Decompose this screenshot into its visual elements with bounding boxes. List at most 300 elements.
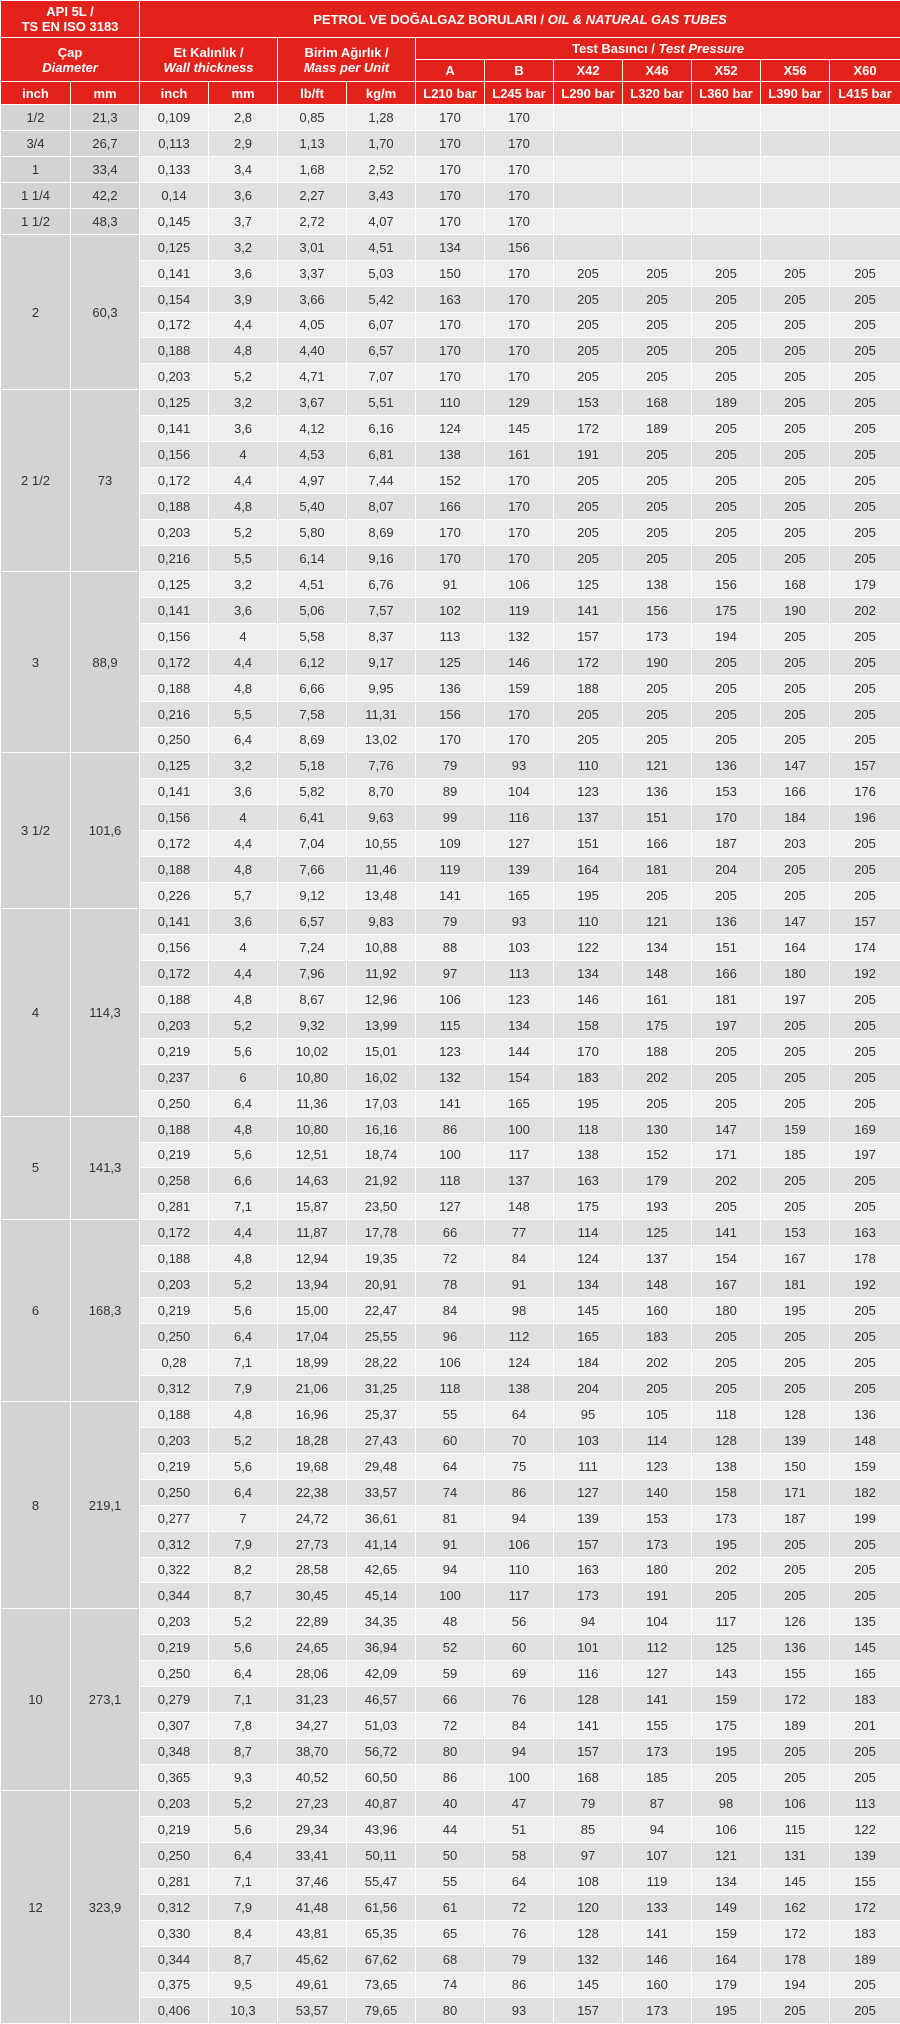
pressure-x52-cell <box>692 156 761 182</box>
pressure-b-cell: 117 <box>485 1142 554 1168</box>
pressure-x52-cell: 205 <box>692 1350 761 1376</box>
mass-kgm-cell: 3,43 <box>347 182 416 208</box>
pressure-x46-cell: 151 <box>623 805 692 831</box>
pressure-x60-cell: 205 <box>830 1765 900 1791</box>
table-row <box>1 105 900 131</box>
wall-mm-cell: 4,4 <box>209 312 278 338</box>
pressure-x60-cell: 189 <box>830 1946 900 1972</box>
pressure-x46-cell: 205 <box>623 675 692 701</box>
diameter-inch-cell: 1 <box>1 156 71 182</box>
mass-kgm-cell: 6,57 <box>347 338 416 364</box>
wall-inch-cell: 0,188 <box>140 494 209 520</box>
wall-mm-cell: 4,4 <box>209 1220 278 1246</box>
pressure-a-cell: 66 <box>416 1687 485 1713</box>
pressure-a-cell: 123 <box>416 1038 485 1064</box>
pressure-b-cell: 93 <box>485 753 554 779</box>
pressure-x60-cell: 165 <box>830 1661 900 1687</box>
wall-inch-cell: 0,312 <box>140 1375 209 1401</box>
wall-inch-cell: 0,375 <box>140 1972 209 1998</box>
wall-mm-cell: 9,5 <box>209 1972 278 1998</box>
pressure-x52-cell: 205 <box>692 442 761 468</box>
mass-kgm-cell: 31,25 <box>347 1375 416 1401</box>
wall-thickness-header <box>140 38 278 82</box>
wall-inch-cell: 0,344 <box>140 1946 209 1972</box>
mass-kgm-cell: 51,03 <box>347 1713 416 1739</box>
diameter-inch-cell: 12 <box>1 1790 71 2023</box>
pressure-x60-cell: 135 <box>830 1609 900 1635</box>
wall-inch-cell: 0,365 <box>140 1765 209 1791</box>
pressure-a-cell: 52 <box>416 1635 485 1661</box>
pressure-x60-cell: 169 <box>830 1116 900 1142</box>
mass-lbft-cell: 16,96 <box>278 1401 347 1427</box>
table-row <box>1 390 900 416</box>
pressure-x52-cell: 205 <box>692 1194 761 1220</box>
mass-kgm-cell: 7,07 <box>347 364 416 390</box>
pressure-x46-cell: 205 <box>623 312 692 338</box>
pressure-x60-cell: 113 <box>830 1790 900 1816</box>
wall-inch-cell: 0,154 <box>140 286 209 312</box>
pressure-x56-cell: 153 <box>761 1220 830 1246</box>
pressure-x46-cell: 156 <box>623 597 692 623</box>
pressure-a-cell: 136 <box>416 675 485 701</box>
pressure-b-cell: 148 <box>485 1194 554 1220</box>
mass-lbft-cell: 4,97 <box>278 468 347 494</box>
pressure-b-cell: 137 <box>485 1168 554 1194</box>
pressure-x56-cell: 205 <box>761 1765 830 1791</box>
pressure-b-cell: 170 <box>485 130 554 156</box>
wall-inch-cell: 0,172 <box>140 831 209 857</box>
mass-lbft-cell: 9,12 <box>278 883 347 909</box>
pressure-a-cell: 79 <box>416 909 485 935</box>
wall-inch-cell: 0,281 <box>140 1868 209 1894</box>
wall-inch-cell: 0,109 <box>140 105 209 131</box>
pressure-x52-cell: 159 <box>692 1920 761 1946</box>
mass-kgm-cell: 50,11 <box>347 1842 416 1868</box>
wall-mm-cell: 3,2 <box>209 571 278 597</box>
mass-kgm-cell: 1,70 <box>347 130 416 156</box>
wall-inch-cell: 0,188 <box>140 857 209 883</box>
wall-mm-cell: 5,2 <box>209 520 278 546</box>
pressure-x60-cell: 205 <box>830 1038 900 1064</box>
pressure-x52-cell: 167 <box>692 1272 761 1298</box>
pressure-x52-cell: 181 <box>692 986 761 1012</box>
pressure-x52-cell: 187 <box>692 831 761 857</box>
wall-inch-cell: 0,219 <box>140 1298 209 1324</box>
pressure-b-cell: 139 <box>485 857 554 883</box>
pressure-x52-cell: 205 <box>692 675 761 701</box>
pressure-x46-cell: 160 <box>623 1298 692 1324</box>
pressure-x42-cell <box>554 208 623 234</box>
pressure-x42-cell <box>554 234 623 260</box>
pressure-x52-cell: 134 <box>692 1868 761 1894</box>
pressure-x56-cell <box>761 234 830 260</box>
pressure-x42-cell: 85 <box>554 1816 623 1842</box>
pressure-x60-cell: 136 <box>830 1401 900 1427</box>
diameter-inch-cell: 2 <box>1 234 71 390</box>
pressure-x46-cell: 138 <box>623 571 692 597</box>
wall-mm-cell: 4,4 <box>209 831 278 857</box>
mass-lbft-cell: 14,63 <box>278 1168 347 1194</box>
mass-kgm-cell: 56,72 <box>347 1739 416 1765</box>
mass-kgm-cell: 11,46 <box>347 857 416 883</box>
pressure-a-cell: 163 <box>416 286 485 312</box>
pressure-x60-cell: 192 <box>830 960 900 986</box>
pressure-x60-cell: 183 <box>830 1920 900 1946</box>
wall-inch-cell: 0,203 <box>140 1427 209 1453</box>
wall-inch-cell: 0,156 <box>140 805 209 831</box>
pressure-x56-cell: 205 <box>761 727 830 753</box>
pressure-b-cell: 70 <box>485 1427 554 1453</box>
pressure-b-cell: 56 <box>485 1609 554 1635</box>
pressure-x60-cell: 205 <box>830 1324 900 1350</box>
test-tr: Test Basıncı / <box>572 41 658 56</box>
mass-lbft-cell: 1,13 <box>278 130 347 156</box>
wall-mm-cell: 7,1 <box>209 1687 278 1713</box>
mass-kgm-cell: 9,16 <box>347 545 416 571</box>
mass-lbft-cell: 4,40 <box>278 338 347 364</box>
pressure-b-cell: 106 <box>485 571 554 597</box>
wall-inch-cell: 0,344 <box>140 1583 209 1609</box>
wall-inch-cell: 0,125 <box>140 234 209 260</box>
pressure-x60-cell: 205 <box>830 883 900 909</box>
wall-mm-cell: 3,6 <box>209 597 278 623</box>
pressure-x52-cell: 117 <box>692 1609 761 1635</box>
pressure-x52-cell: 205 <box>692 520 761 546</box>
pressure-x52-cell: 164 <box>692 1946 761 1972</box>
pressure-b-cell: 79 <box>485 1946 554 1972</box>
mass-lbft-cell: 28,58 <box>278 1557 347 1583</box>
unit-header: L320 bar <box>623 82 692 105</box>
pressure-b-cell: 72 <box>485 1894 554 1920</box>
pressure-x46-cell: 181 <box>623 857 692 883</box>
wall-inch-cell: 0,219 <box>140 1816 209 1842</box>
mass-kgm-cell: 8,69 <box>347 520 416 546</box>
pressure-x46-cell: 205 <box>623 883 692 909</box>
pressure-b-cell: 84 <box>485 1246 554 1272</box>
pressure-a-cell: 125 <box>416 649 485 675</box>
wall-mm-cell: 6,4 <box>209 1324 278 1350</box>
diameter-inch-cell: 2 1/2 <box>1 390 71 572</box>
pressure-x56-cell: 205 <box>761 675 830 701</box>
wall-mm-cell: 4 <box>209 805 278 831</box>
table-row <box>1 1790 900 1816</box>
mass-lbft-cell: 4,71 <box>278 364 347 390</box>
mass-kgm-cell: 33,57 <box>347 1479 416 1505</box>
pressure-b-cell: 170 <box>485 312 554 338</box>
pressure-b-cell: 98 <box>485 1298 554 1324</box>
pressure-a-cell: 55 <box>416 1868 485 1894</box>
pressure-x60-cell: 205 <box>830 468 900 494</box>
pressure-x42-cell: 122 <box>554 935 623 961</box>
pressure-x42-cell: 116 <box>554 1661 623 1687</box>
pressure-x52-cell <box>692 130 761 156</box>
mass-lbft-cell: 33,41 <box>278 1842 347 1868</box>
pressure-b-cell: 170 <box>485 727 554 753</box>
unit-header: inch <box>140 82 209 105</box>
pressure-x60-cell <box>830 208 900 234</box>
pressure-b-cell: 146 <box>485 649 554 675</box>
pressure-x60-cell: 205 <box>830 1998 900 2024</box>
pressure-x46-cell: 202 <box>623 1064 692 1090</box>
pressure-x52-cell: 194 <box>692 623 761 649</box>
pressure-x60-cell: 205 <box>830 520 900 546</box>
pressure-x42-cell <box>554 182 623 208</box>
pressure-x60-cell <box>830 130 900 156</box>
pressure-x42-cell: 183 <box>554 1064 623 1090</box>
pressure-x46-cell: 94 <box>623 1816 692 1842</box>
test-en: Test Pressure <box>659 41 745 56</box>
wall-mm-cell: 4,8 <box>209 494 278 520</box>
pressure-x42-cell: 123 <box>554 779 623 805</box>
wall-inch-cell: 0,406 <box>140 1998 209 2024</box>
pressure-a-cell: 60 <box>416 1427 485 1453</box>
mass-lbft-cell: 7,24 <box>278 935 347 961</box>
mass-kgm-cell: 9,83 <box>347 909 416 935</box>
mass-kgm-cell: 11,31 <box>347 701 416 727</box>
pressure-x42-cell: 168 <box>554 1765 623 1791</box>
pressure-x60-cell: 145 <box>830 1635 900 1661</box>
wall-inch-cell: 0,172 <box>140 960 209 986</box>
diameter-inch-cell: 3/4 <box>1 130 71 156</box>
unit-header: kg/m <box>347 82 416 105</box>
pressure-a-cell: 86 <box>416 1116 485 1142</box>
pressure-x56-cell: 205 <box>761 545 830 571</box>
pressure-x42-cell: 205 <box>554 338 623 364</box>
wall-mm-cell: 8,2 <box>209 1557 278 1583</box>
pressure-b-cell: 64 <box>485 1868 554 1894</box>
pressure-x60-cell: 205 <box>830 545 900 571</box>
pressure-x56-cell: 205 <box>761 701 830 727</box>
mass-lbft-cell: 2,27 <box>278 182 347 208</box>
pressure-b-cell: 77 <box>485 1220 554 1246</box>
grade-header: X56 <box>761 60 830 82</box>
pressure-x42-cell: 205 <box>554 494 623 520</box>
pressure-x56-cell: 106 <box>761 1790 830 1816</box>
wall-mm-cell: 5,2 <box>209 1272 278 1298</box>
table-row <box>1 208 900 234</box>
mass-en: Mass per Unit <box>278 60 415 75</box>
pressure-a-cell: 99 <box>416 805 485 831</box>
pressure-b-cell: 100 <box>485 1116 554 1142</box>
pressure-b-cell: 159 <box>485 675 554 701</box>
pressure-x60-cell: 159 <box>830 1453 900 1479</box>
wall-mm-cell: 8,7 <box>209 1739 278 1765</box>
pressure-x52-cell: 143 <box>692 1661 761 1687</box>
pressure-x52-cell: 205 <box>692 545 761 571</box>
pressure-x60-cell: 155 <box>830 1868 900 1894</box>
pressure-x56-cell <box>761 182 830 208</box>
wall-mm-cell: 8,7 <box>209 1946 278 1972</box>
pressure-x46-cell: 205 <box>623 442 692 468</box>
wall-tr: Et Kalınlık / <box>140 45 277 60</box>
pressure-x42-cell: 205 <box>554 364 623 390</box>
pressure-x52-cell: 205 <box>692 883 761 909</box>
wall-mm-cell: 7,1 <box>209 1868 278 1894</box>
pressure-x52-cell: 128 <box>692 1427 761 1453</box>
pressure-a-cell: 170 <box>416 338 485 364</box>
pressure-x60-cell: 157 <box>830 753 900 779</box>
pressure-x56-cell <box>761 156 830 182</box>
pressure-x60-cell: 205 <box>830 1531 900 1557</box>
table-header <box>1 1 900 105</box>
pressure-x52-cell <box>692 234 761 260</box>
wall-inch-cell: 0,188 <box>140 675 209 701</box>
pressure-a-cell: 124 <box>416 416 485 442</box>
mass-kgm-cell: 16,02 <box>347 1064 416 1090</box>
unit-row <box>1 82 900 105</box>
mass-lbft-cell: 10,80 <box>278 1116 347 1142</box>
mass-lbft-cell: 49,61 <box>278 1972 347 1998</box>
pressure-b-cell: 106 <box>485 1531 554 1557</box>
pressure-b-cell: 64 <box>485 1401 554 1427</box>
mass-lbft-cell: 38,70 <box>278 1739 347 1765</box>
pressure-a-cell: 68 <box>416 1946 485 1972</box>
wall-mm-cell: 3,2 <box>209 753 278 779</box>
pressure-a-cell: 113 <box>416 623 485 649</box>
pressure-x46-cell: 205 <box>623 286 692 312</box>
pressure-x52-cell: 156 <box>692 571 761 597</box>
pressure-x42-cell: 127 <box>554 1479 623 1505</box>
pressure-x56-cell: 162 <box>761 1894 830 1920</box>
wall-mm-cell: 4 <box>209 623 278 649</box>
mass-kgm-cell: 7,44 <box>347 468 416 494</box>
wall-mm-cell: 5,2 <box>209 1427 278 1453</box>
pressure-x46-cell: 173 <box>623 1531 692 1557</box>
mass-lbft-cell: 8,67 <box>278 986 347 1012</box>
wall-mm-cell: 5,5 <box>209 545 278 571</box>
pressure-x60-cell: 196 <box>830 805 900 831</box>
mass-kgm-cell: 41,14 <box>347 1531 416 1557</box>
wall-mm-cell: 6,4 <box>209 1090 278 1116</box>
pressure-x46-cell: 107 <box>623 1842 692 1868</box>
pressure-x56-cell: 205 <box>761 338 830 364</box>
pressure-x52-cell: 136 <box>692 753 761 779</box>
pressure-x56-cell: 187 <box>761 1505 830 1531</box>
mass-lbft-cell: 6,66 <box>278 675 347 701</box>
wall-mm-cell: 5,7 <box>209 883 278 909</box>
pressure-b-cell: 47 <box>485 1790 554 1816</box>
pressure-x52-cell: 175 <box>692 597 761 623</box>
pressure-x56-cell: 190 <box>761 597 830 623</box>
unit-header: L290 bar <box>554 82 623 105</box>
mass-kgm-cell: 61,56 <box>347 1894 416 1920</box>
pressure-b-cell: 170 <box>485 286 554 312</box>
pressure-a-cell: 79 <box>416 753 485 779</box>
mass-kgm-cell: 20,91 <box>347 1272 416 1298</box>
pressure-x46-cell: 140 <box>623 1479 692 1505</box>
pressure-x56-cell: 205 <box>761 312 830 338</box>
pressure-a-cell: 152 <box>416 468 485 494</box>
diameter-en: Diameter <box>1 60 139 75</box>
pressure-x56-cell <box>761 130 830 156</box>
pressure-x60-cell: 176 <box>830 779 900 805</box>
pressure-x42-cell: 151 <box>554 831 623 857</box>
pressure-x52-cell: 166 <box>692 960 761 986</box>
mass-kgm-cell: 42,65 <box>347 1557 416 1583</box>
mass-kgm-cell: 46,57 <box>347 1687 416 1713</box>
pressure-a-cell: 132 <box>416 1064 485 1090</box>
pressure-b-cell: 154 <box>485 1064 554 1090</box>
pressure-x42-cell: 170 <box>554 1038 623 1064</box>
mass-kgm-cell: 8,70 <box>347 779 416 805</box>
wall-inch-cell: 0,203 <box>140 364 209 390</box>
pressure-x56-cell: 147 <box>761 909 830 935</box>
pressure-x46-cell: 134 <box>623 935 692 961</box>
table-row <box>1 1609 900 1635</box>
pressure-a-cell: 59 <box>416 1661 485 1687</box>
pressure-a-cell: 134 <box>416 234 485 260</box>
pressure-a-cell: 91 <box>416 571 485 597</box>
wall-mm-cell: 4,4 <box>209 960 278 986</box>
mass-lbft-cell: 15,87 <box>278 1194 347 1220</box>
pressure-b-cell: 134 <box>485 1012 554 1038</box>
pressure-x60-cell: 205 <box>830 260 900 286</box>
pressure-b-cell: 117 <box>485 1583 554 1609</box>
pressure-a-cell: 170 <box>416 208 485 234</box>
pressure-x60-cell <box>830 105 900 131</box>
pressure-x56-cell: 205 <box>761 390 830 416</box>
pressure-x46-cell: 185 <box>623 1765 692 1791</box>
pressure-x52-cell: 180 <box>692 1298 761 1324</box>
table-body <box>1 105 900 2024</box>
pressure-x52-cell: 205 <box>692 1038 761 1064</box>
wall-mm-cell: 10,3 <box>209 1998 278 2024</box>
mass-lbft-cell: 7,96 <box>278 960 347 986</box>
unit-header: L360 bar <box>692 82 761 105</box>
pressure-x42-cell <box>554 105 623 131</box>
pressure-b-cell: 93 <box>485 909 554 935</box>
pressure-x52-cell: 158 <box>692 1479 761 1505</box>
pressure-b-cell: 51 <box>485 1816 554 1842</box>
pressure-x60-cell: 205 <box>830 312 900 338</box>
pressure-x56-cell: 203 <box>761 831 830 857</box>
pressure-x42-cell: 205 <box>554 260 623 286</box>
pressure-b-cell: 119 <box>485 597 554 623</box>
pressure-b-cell: 112 <box>485 1324 554 1350</box>
pressure-x42-cell: 114 <box>554 1220 623 1246</box>
pressure-x52-cell: 125 <box>692 1635 761 1661</box>
pressure-x56-cell: 185 <box>761 1142 830 1168</box>
pressure-x52-cell: 202 <box>692 1557 761 1583</box>
wall-mm-cell: 5,6 <box>209 1142 278 1168</box>
pressure-x46-cell <box>623 105 692 131</box>
pressure-x42-cell: 128 <box>554 1687 623 1713</box>
pressure-a-cell: 64 <box>416 1453 485 1479</box>
pressure-x46-cell: 146 <box>623 1946 692 1972</box>
wall-inch-cell: 0,322 <box>140 1557 209 1583</box>
wall-mm-cell: 5,2 <box>209 1012 278 1038</box>
diameter-inch-cell: 1 1/2 <box>1 208 71 234</box>
pressure-x46-cell: 205 <box>623 494 692 520</box>
wall-inch-cell: 0,145 <box>140 208 209 234</box>
pressure-a-cell: 170 <box>416 130 485 156</box>
pressure-x52-cell: 195 <box>692 1739 761 1765</box>
pressure-x60-cell: 205 <box>830 701 900 727</box>
pressure-x52-cell: 205 <box>692 1324 761 1350</box>
pressure-x56-cell: 205 <box>761 286 830 312</box>
pressure-x52-cell: 121 <box>692 1842 761 1868</box>
pressure-x60-cell: 205 <box>830 416 900 442</box>
pressure-b-cell: 170 <box>485 494 554 520</box>
mass-kgm-cell: 12,96 <box>347 986 416 1012</box>
unit-header: L390 bar <box>761 82 830 105</box>
wall-inch-cell: 0,156 <box>140 935 209 961</box>
pressure-x46-cell: 137 <box>623 1246 692 1272</box>
mass-lbft-cell: 4,51 <box>278 571 347 597</box>
table-row <box>1 1116 900 1142</box>
pressure-a-cell: 78 <box>416 1272 485 1298</box>
pressure-x60-cell: 197 <box>830 1142 900 1168</box>
